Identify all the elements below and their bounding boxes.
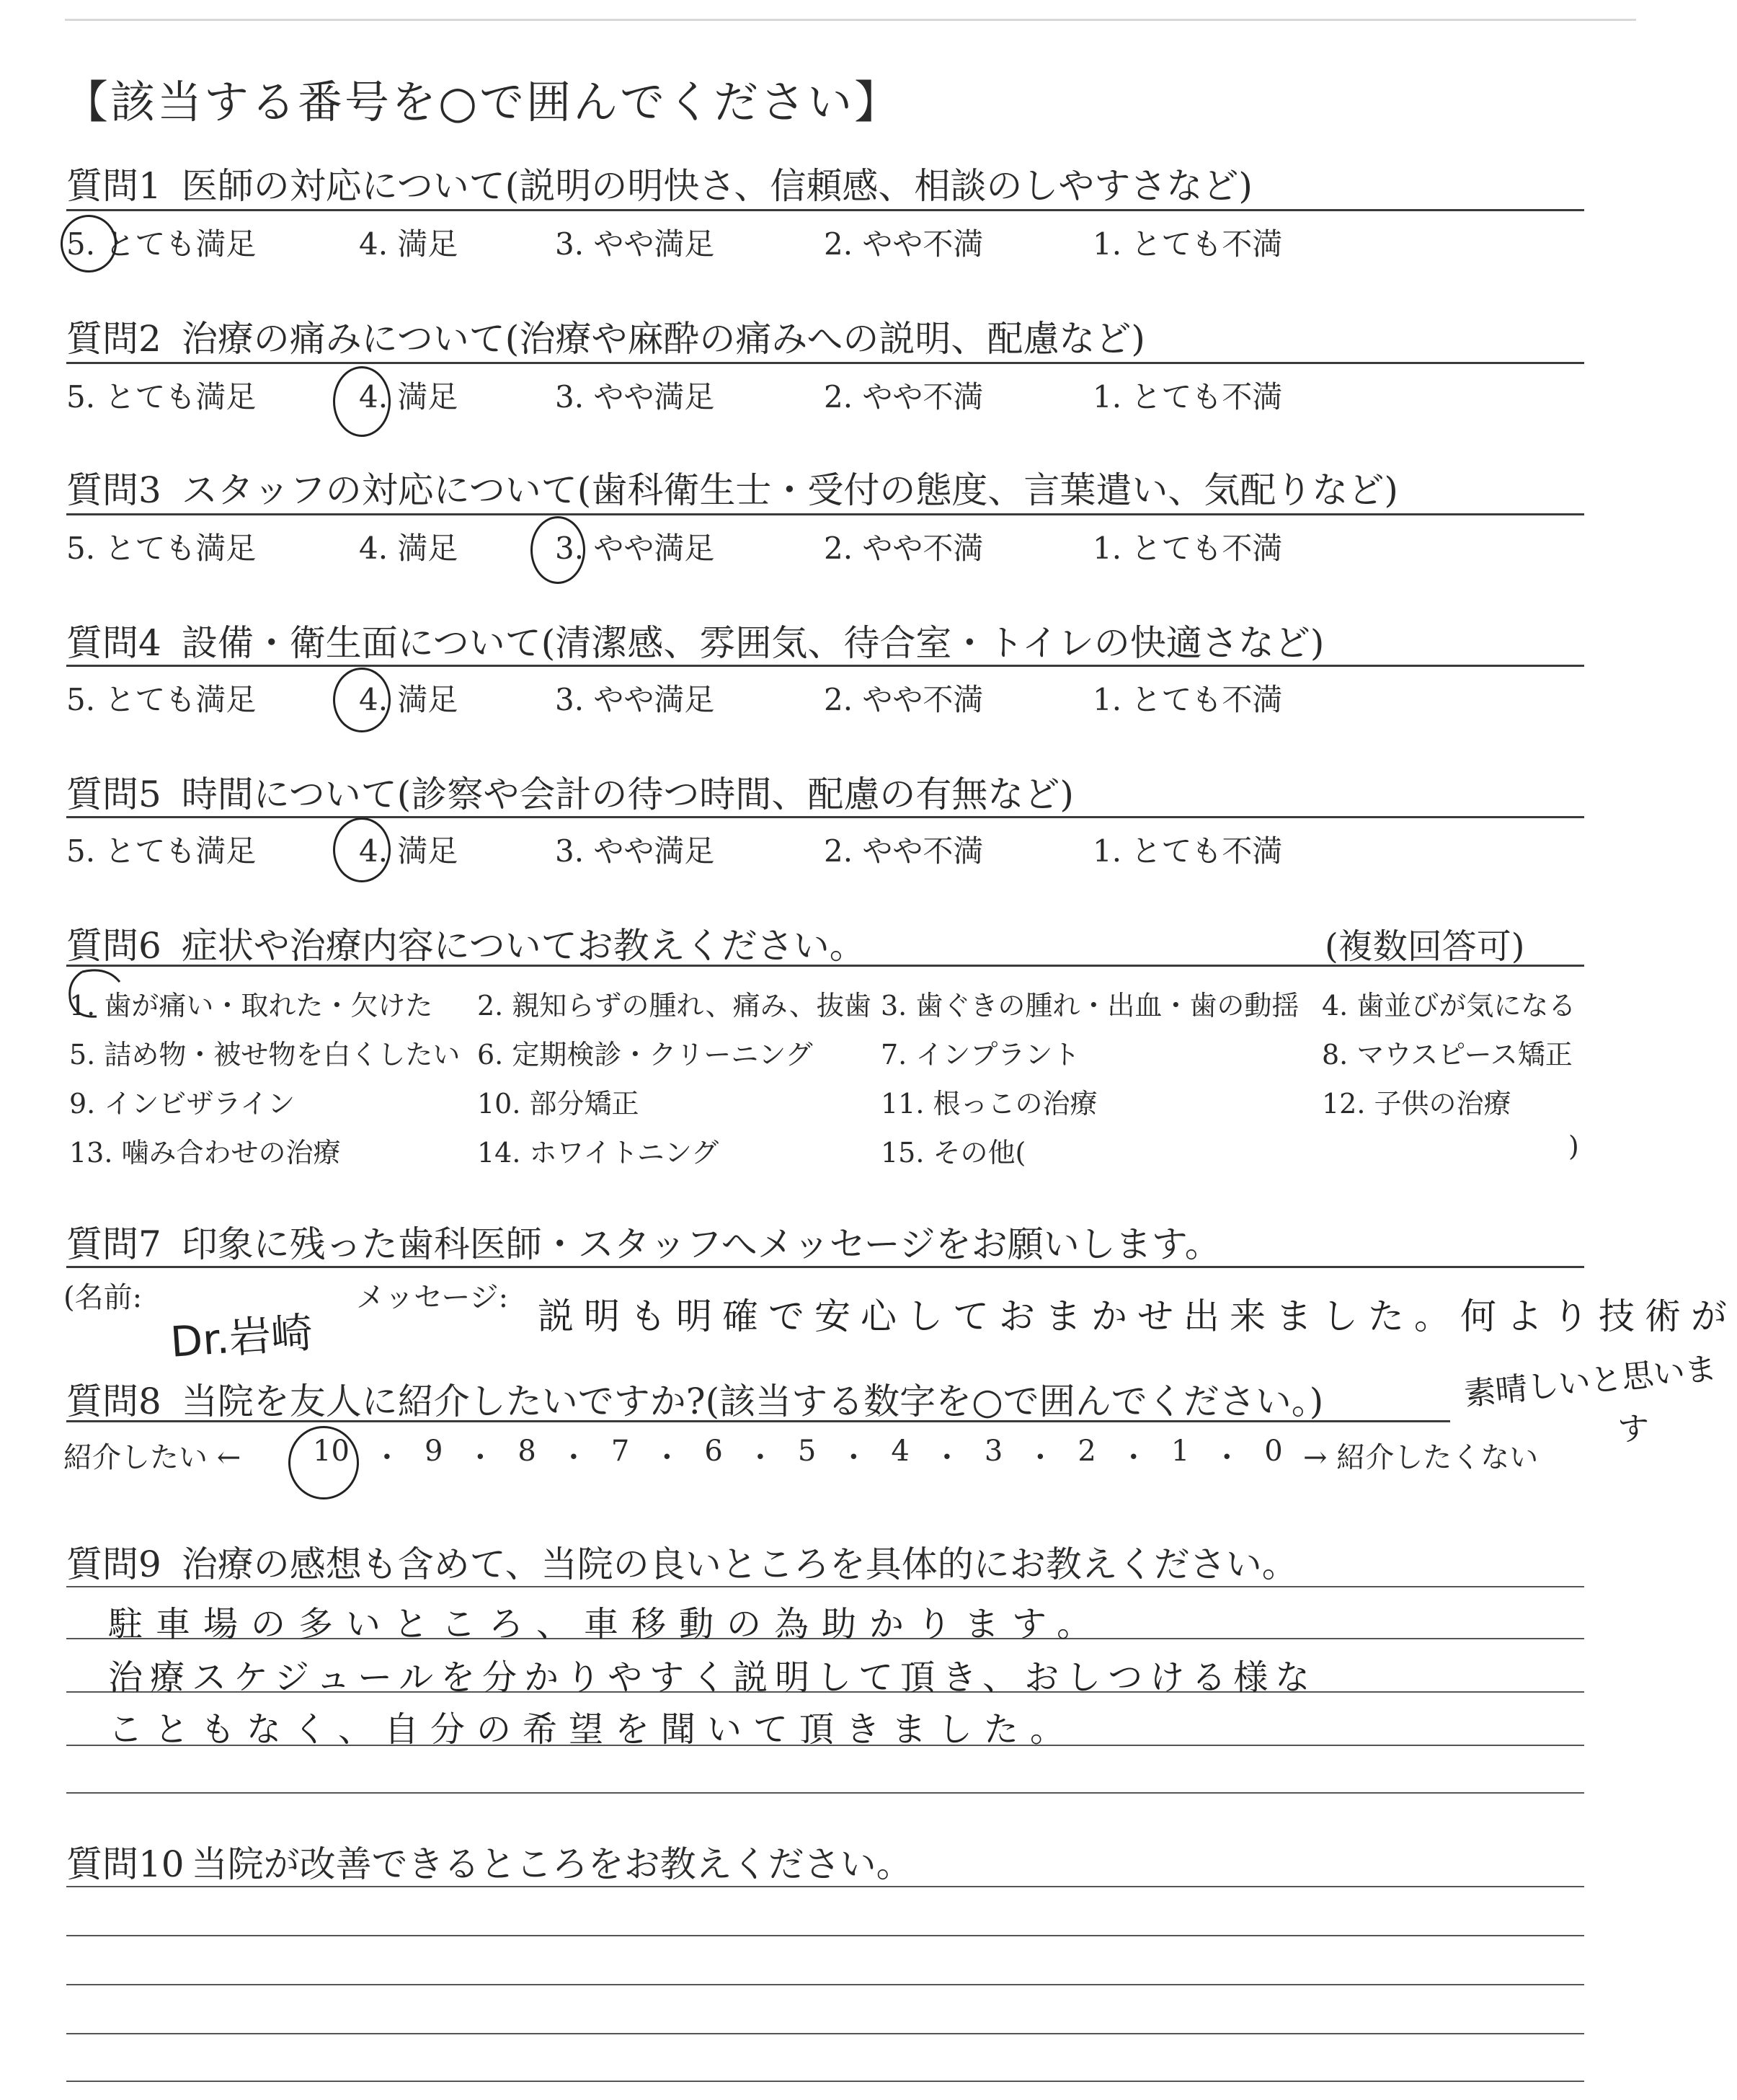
q7-message-continued-2: す bbox=[1617, 1411, 1649, 1448]
q4-option-2[interactable]: 2. やや不満 bbox=[824, 682, 984, 717]
q10-line-2 bbox=[66, 1935, 1584, 1936]
q10-number: 質問10 bbox=[66, 1843, 185, 1885]
q8-title bbox=[66, 1373, 1323, 1425]
q4-selection-circle bbox=[333, 668, 391, 732]
q8-score-6[interactable]: 6 bbox=[704, 1435, 723, 1468]
q6-option-7[interactable]: 7. インプラント bbox=[881, 1039, 1080, 1071]
q10-line-4 bbox=[66, 2033, 1584, 2034]
q6-other-close-paren: ) bbox=[1568, 1130, 1579, 1162]
q8-selection-circle bbox=[288, 1426, 359, 1499]
q7-message-label: メッセージ: bbox=[356, 1281, 509, 1314]
q6-number: 質問6 bbox=[66, 925, 161, 967]
q10-title bbox=[66, 1835, 912, 1887]
q9-answer-line-3: こともなく、自分の希望を聞いて頂きました。 bbox=[108, 1709, 1077, 1750]
q1-option-3[interactable]: 3. やや満足 bbox=[555, 226, 715, 262]
q3-text: スタッフの対応について(歯科衛生士・受付の態度、言葉遣い、気配りなど) bbox=[181, 469, 1398, 511]
q5-option-1[interactable]: 1. とても不満 bbox=[1093, 833, 1283, 869]
q5-number: 質問5 bbox=[66, 774, 161, 815]
q8-dot: ・ bbox=[466, 1441, 495, 1474]
q7-number: 質問7 bbox=[66, 1223, 161, 1265]
q1-number: 質問1 bbox=[66, 165, 161, 207]
q3-selection-circle bbox=[530, 516, 585, 584]
q8-dot: ・ bbox=[652, 1441, 682, 1474]
q7-message-handwritten: 説明も明確で安心しておまかせ出来ました。何より技術が bbox=[538, 1295, 1737, 1337]
q6-option-11[interactable]: 11. 根っこの治療 bbox=[881, 1088, 1098, 1120]
q8-text: 当院を友人に紹介したいですか?(該当する数字を○で囲んでください。) bbox=[181, 1381, 1324, 1422]
q8-score-9[interactable]: 9 bbox=[424, 1435, 443, 1468]
q1-text: 医師の対応について(説明の明快さ、信頼感、相談のしやすさなど) bbox=[181, 165, 1253, 207]
q7-name-handwritten: Dr.岩崎 bbox=[169, 1308, 315, 1367]
q6-rule bbox=[66, 965, 1584, 967]
q9-answer-line-1: 駐車場の多いところ、車移動の為助かります。 bbox=[108, 1604, 1105, 1644]
q5-rule bbox=[66, 816, 1584, 818]
q8-dot: ・ bbox=[559, 1441, 588, 1474]
q8-scale bbox=[313, 1435, 1283, 1476]
q4-option-1[interactable]: 1. とても不満 bbox=[1093, 682, 1283, 717]
q4-number: 質問4 bbox=[66, 622, 161, 664]
q9-answer-line-2: 治療スケジュールを分かりやすく説明して頂き、おしつける様な bbox=[108, 1657, 1318, 1698]
q6-option-6[interactable]: 6. 定期検診・クリーニング bbox=[477, 1039, 813, 1071]
q5-option-5[interactable]: 5. とても満足 bbox=[66, 833, 257, 869]
q2-option-2[interactable]: 2. やや不満 bbox=[824, 379, 984, 415]
q1-option-5[interactable]: 5. とても満足 bbox=[66, 226, 257, 262]
q5-option-4[interactable]: 4. 満足 bbox=[359, 833, 458, 869]
q6-option-1[interactable]: 1. 歯が痛い・取れた・欠けた bbox=[69, 990, 433, 1022]
q9-text: 治療の感想も含めて、当院の良いところを具体的にお教えください。 bbox=[181, 1543, 1298, 1585]
q5-title bbox=[66, 766, 1074, 818]
q10-line-5 bbox=[66, 2081, 1584, 2082]
q8-score-3[interactable]: 3 bbox=[984, 1435, 1003, 1468]
q4-option-4[interactable]: 4. 満足 bbox=[359, 682, 458, 717]
q3-rule bbox=[66, 513, 1584, 515]
q3-option-1[interactable]: 1. とても不満 bbox=[1093, 531, 1283, 566]
q6-option-12[interactable]: 12. 子供の治療 bbox=[1322, 1088, 1511, 1120]
q2-option-3[interactable]: 3. やや満足 bbox=[555, 379, 715, 415]
q9-title bbox=[66, 1536, 1298, 1587]
q9-line-5 bbox=[66, 1792, 1584, 1794]
q7-name-label: (名前: bbox=[63, 1281, 143, 1314]
q2-option-4[interactable]: 4. 満足 bbox=[359, 379, 458, 415]
q10-line-3 bbox=[66, 1984, 1584, 1985]
q4-option-3[interactable]: 3. やや満足 bbox=[555, 682, 715, 717]
q3-title bbox=[66, 461, 1398, 513]
q8-dot: ・ bbox=[839, 1441, 868, 1474]
q7-message-continued-1: 素晴しいと思いま bbox=[1462, 1350, 1719, 1414]
q8-score-0[interactable]: 0 bbox=[1264, 1435, 1283, 1468]
q2-selection-circle bbox=[333, 366, 391, 437]
page-heading: 【該当する番号を○で囲んでください】 bbox=[63, 76, 902, 128]
q8-score-1[interactable]: 1 bbox=[1170, 1435, 1190, 1468]
q4-text: 設備・衛生面について(清潔感、雰囲気、待合室・トイレの快適さなど) bbox=[181, 622, 1325, 664]
q8-rule bbox=[66, 1420, 1450, 1422]
q2-option-5[interactable]: 5. とても満足 bbox=[66, 379, 257, 415]
q10-text: 当院が改善できるところをお教えください。 bbox=[191, 1843, 912, 1885]
q3-number: 質問3 bbox=[66, 469, 161, 511]
q8-dot: ・ bbox=[1026, 1441, 1055, 1474]
q1-rule bbox=[66, 209, 1584, 211]
q6-option-4[interactable]: 4. 歯並びが気になる bbox=[1322, 990, 1576, 1022]
q4-option-5[interactable]: 5. とても満足 bbox=[66, 682, 257, 717]
q2-title bbox=[66, 310, 1145, 362]
q3-option-4[interactable]: 4. 満足 bbox=[359, 531, 458, 566]
q8-dot: ・ bbox=[932, 1441, 961, 1474]
q6-option-9[interactable]: 9. インビザライン bbox=[69, 1088, 296, 1120]
q4-rule bbox=[66, 665, 1584, 667]
q7-rule bbox=[66, 1266, 1584, 1268]
q8-dot: ・ bbox=[745, 1441, 775, 1474]
q2-number: 質問2 bbox=[66, 318, 161, 360]
q1-option-4[interactable]: 4. 満足 bbox=[359, 226, 458, 262]
q6-option-14[interactable]: 14. ホワイトニング bbox=[477, 1137, 719, 1169]
q8-score-2[interactable]: 2 bbox=[1078, 1435, 1096, 1468]
q6-option-8[interactable]: 8. マウスピース矯正 bbox=[1322, 1039, 1573, 1071]
q5-option-3[interactable]: 3. やや満足 bbox=[555, 833, 715, 869]
q8-dot: ・ bbox=[1212, 1441, 1242, 1474]
q7-text: 印象に残った歯科医師・スタッフへメッセージをお願いします。 bbox=[181, 1223, 1221, 1265]
q5-option-2[interactable]: 2. やや不満 bbox=[824, 833, 984, 869]
q5-text: 時間について(診察や会計の待つ時間、配慮の有無など) bbox=[181, 774, 1074, 815]
q1-option-1[interactable]: 1. とても不満 bbox=[1093, 226, 1283, 262]
q9-number: 質問9 bbox=[66, 1543, 161, 1585]
q6-title bbox=[66, 917, 866, 969]
q3-option-5[interactable]: 5. とても満足 bbox=[66, 531, 257, 566]
q8-right-label: → 紹介したくない bbox=[1303, 1441, 1539, 1474]
q6-option-13[interactable]: 13. 噛み合わせの治療 bbox=[69, 1137, 341, 1169]
q2-option-1[interactable]: 1. とても不満 bbox=[1093, 379, 1283, 415]
q6-text: 症状や治療内容についてお教えください。 bbox=[181, 925, 866, 967]
q6-option-2[interactable]: 2. 親知らずの腫れ、痛み、抜歯 bbox=[477, 990, 871, 1022]
q8-score-4[interactable]: 4 bbox=[891, 1435, 910, 1468]
q6-option-5[interactable]: 5. 詰め物・被せ物を白くしたい bbox=[69, 1039, 461, 1071]
q8-score-7[interactable]: 7 bbox=[610, 1435, 630, 1468]
page-top-edge bbox=[65, 19, 1636, 21]
q8-left-label: 紹介したい ← bbox=[63, 1441, 241, 1474]
q6-selection-circle bbox=[63, 966, 128, 1024]
q9-line-1 bbox=[66, 1586, 1584, 1587]
q6-multiple-answers-note: (複数回答可) bbox=[1325, 926, 1525, 967]
q2-text: 治療の痛みについて(治療や麻酔の痛みへの説明、配慮など) bbox=[181, 318, 1145, 360]
q6-option-15[interactable]: 15. その他( bbox=[881, 1137, 1026, 1169]
q2-rule bbox=[66, 362, 1584, 364]
q1-selection-circle bbox=[61, 215, 117, 273]
q10-line-1 bbox=[66, 1886, 1584, 1887]
q4-title bbox=[66, 614, 1324, 666]
q3-option-2[interactable]: 2. やや不満 bbox=[824, 531, 984, 566]
q7-title bbox=[66, 1215, 1221, 1267]
q8-dot: ・ bbox=[1119, 1441, 1148, 1474]
q8-score-8[interactable]: 8 bbox=[517, 1435, 536, 1468]
q8-number: 質問8 bbox=[66, 1381, 161, 1422]
q8-dot: ・ bbox=[372, 1441, 401, 1474]
q8-score-10[interactable]: 10 bbox=[313, 1435, 350, 1468]
q6-option-10[interactable]: 10. 部分矯正 bbox=[477, 1088, 639, 1120]
q1-title bbox=[66, 157, 1253, 209]
q8-score-5[interactable]: 5 bbox=[797, 1435, 817, 1468]
q6-option-3[interactable]: 3. 歯ぐきの腫れ・出血・歯の動揺 bbox=[881, 990, 1300, 1022]
q3-option-3[interactable]: 3. やや満足 bbox=[555, 531, 715, 566]
q5-selection-circle bbox=[333, 818, 391, 882]
q1-option-2[interactable]: 2. やや不満 bbox=[824, 226, 984, 262]
